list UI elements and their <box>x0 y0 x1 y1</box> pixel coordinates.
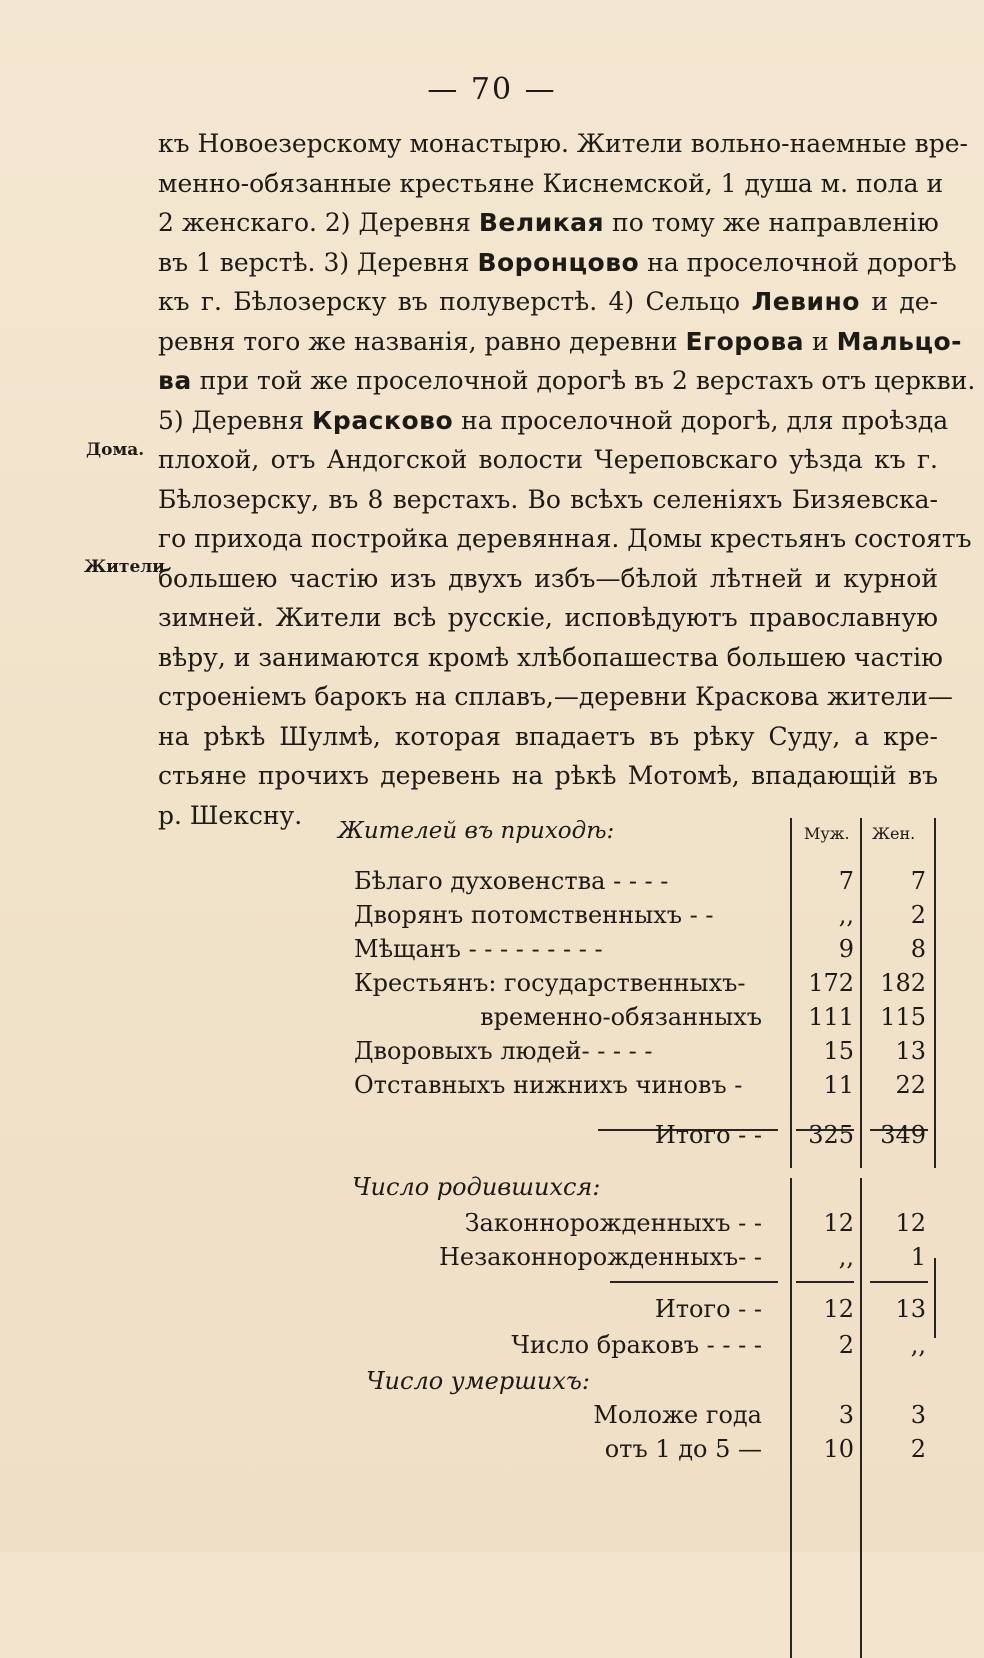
text-segment: 5) Деревня <box>158 405 312 435</box>
text-line <box>158 322 963 362</box>
text-line <box>158 401 949 441</box>
row-label: Число браковъ - - - - <box>511 1331 762 1359</box>
place-name: Великая <box>478 208 605 237</box>
female-count: 22 <box>895 1071 926 1099</box>
text-segment: при той же проселочной дорогѣ въ 2 верстахъ отъ церкви. <box>191 366 976 395</box>
text-line <box>158 282 938 322</box>
male-count: ,, <box>838 1243 854 1271</box>
table-row <box>330 864 940 898</box>
place-name: ва <box>158 366 192 395</box>
male-count: 2 <box>838 1331 854 1359</box>
text-line <box>158 756 938 796</box>
table-row <box>330 1432 940 1466</box>
text-line <box>158 638 943 678</box>
text-segment: зимней. Жители всѣ русскіе, исповѣдуютъ православную <box>158 603 938 632</box>
row-label: Итого - - <box>654 1121 762 1149</box>
text-segment: и <box>804 326 837 356</box>
place-name: Воронцово <box>477 247 640 277</box>
table-header: Жителей въ приходѣ: <box>338 818 615 844</box>
female-count: 8 <box>910 935 926 963</box>
text-line <box>158 559 938 599</box>
table-row <box>330 1292 940 1326</box>
main-paragraph <box>158 124 976 835</box>
row-label: отъ 1 до 5 — <box>604 1435 762 1463</box>
row-label: Мѣщанъ - - - - - - - - - <box>354 935 603 963</box>
row-label: Моложе года <box>593 1401 762 1429</box>
female-count: 13 <box>895 1295 926 1323</box>
male-count: 11 <box>823 1071 854 1099</box>
male-count: 12 <box>823 1209 854 1237</box>
text-segment: стьяне прочихъ деревень на рѣкѣ Мотомѣ, впадающій въ <box>158 761 938 790</box>
place-name: Левино <box>751 287 860 316</box>
text-segment: въ 1 верстѣ. 3) Деревня <box>158 247 478 277</box>
text-segment: на рѣкѣ Шулмѣ, которая впадаетъ въ рѣку Суду, а кре- <box>158 721 938 751</box>
row-label: Бѣлаго духовенства - - - - <box>354 867 669 895</box>
place-name: Егорова <box>685 326 805 356</box>
text-segment: вѣру, и занимаются кромѣ хлѣбопашества большею частію <box>158 642 943 672</box>
female-count: 349 <box>880 1121 926 1149</box>
text-line <box>158 677 953 717</box>
male-count: 172 <box>808 969 854 997</box>
row-label: Итого - - <box>654 1295 762 1323</box>
text-segment: Бѣлозерску, въ 8 верстахъ. Во всѣхъ селеніяхъ Бизяевска- <box>158 484 938 514</box>
row-label: временно-обязанныхъ <box>480 1003 762 1031</box>
text-segment: менно-обязанные крестьяне Киснемской, 1 душа м. пола и <box>158 168 944 198</box>
column-header-male: Муж. <box>804 824 850 843</box>
text-segment: къ г. Бѣлозерску въ полуверстѣ. 4) Сельцо <box>158 287 752 316</box>
female-count: 1 <box>910 1243 926 1271</box>
text-line <box>158 717 938 757</box>
text-segment: го прихода постройка деревянная. Домы крестьянъ состоятъ <box>158 524 972 553</box>
text-segment: строеніемъ барокъ на сплавъ,—деревни Краскова жители— <box>158 682 953 711</box>
male-count: 9 <box>838 935 854 963</box>
text-segment: къ Новоезерскому монастырю. Жители вольно-наемные вре- <box>158 129 968 158</box>
text-line <box>158 243 957 283</box>
table-row <box>330 1398 940 1432</box>
row-label: Незаконнорожденныхъ- - <box>438 1243 762 1271</box>
female-count: 13 <box>895 1037 926 1065</box>
table-row <box>330 1364 940 1398</box>
text-line <box>158 164 944 204</box>
table-row <box>330 1206 940 1240</box>
male-count: ,, <box>838 901 854 929</box>
row-label: Крестьянъ: государственныхъ- <box>354 969 746 997</box>
margin-note-inhabitants: Жители <box>84 557 165 577</box>
female-count: 2 <box>910 1435 926 1463</box>
text-line <box>158 361 976 401</box>
table-row <box>330 966 940 1000</box>
male-count: 7 <box>838 867 854 895</box>
table-row <box>330 1034 940 1068</box>
female-count: 2 <box>910 901 926 929</box>
sum-rule <box>610 1281 778 1283</box>
text-line <box>158 440 938 480</box>
male-count: 15 <box>823 1037 854 1065</box>
row-label: Отставныхъ нижнихъ чиновъ - <box>354 1071 743 1099</box>
row-label: Законнорожденныхъ - - <box>464 1209 762 1237</box>
text-line <box>158 598 938 638</box>
text-line <box>158 480 938 520</box>
place-name: Мальцо- <box>836 326 963 356</box>
text-line <box>158 203 938 243</box>
text-segment: и де- <box>859 287 938 316</box>
table-row <box>330 1240 940 1274</box>
female-count: 7 <box>910 867 926 895</box>
text-line <box>158 519 972 559</box>
text-segment: на проселочной дорогѣ <box>639 247 957 277</box>
table-row <box>330 1170 940 1204</box>
text-segment: по тому же направленію <box>604 208 939 237</box>
place-name: Красково <box>311 405 454 435</box>
text-line <box>158 124 968 164</box>
row-label: Число умершихъ: <box>366 1367 591 1395</box>
sum-rule <box>870 1281 928 1283</box>
sum-rule <box>796 1281 854 1283</box>
male-count: 10 <box>823 1435 854 1463</box>
margin-note-houses: Дома. <box>86 440 145 460</box>
text-segment: 2 женскаго. 2) Деревня <box>158 208 479 237</box>
female-count: 115 <box>880 1003 926 1031</box>
female-count: ,, <box>910 1331 926 1359</box>
table-row <box>330 1118 940 1152</box>
row-label: Число родившихся: <box>352 1173 601 1201</box>
female-count: 12 <box>895 1209 926 1237</box>
table-row <box>330 898 940 932</box>
column-header-female: Жен. <box>872 824 916 843</box>
row-label: Дворовыхъ людей- - - - - <box>354 1037 653 1065</box>
male-count: 111 <box>808 1003 854 1031</box>
text-segment: большею частію изъ двухъ избъ—бѣлой лѣтней и курной <box>158 563 938 593</box>
table-row <box>330 932 940 966</box>
page-number: — 70 — <box>427 72 557 107</box>
text-segment: р. Шексну. <box>158 800 303 830</box>
table-row <box>330 1068 940 1102</box>
text-segment: на проселочной дорогѣ, для проѣзда <box>453 405 949 435</box>
female-count: 182 <box>880 969 926 997</box>
male-count: 3 <box>838 1401 854 1429</box>
text-segment: плохой, отъ Андогской волости Череповскаго уѣзда къ г. <box>158 445 938 474</box>
text-segment: ревня того же названія, равно деревни <box>158 326 686 356</box>
row-label: Дворянъ потомственныхъ - - <box>354 901 714 929</box>
table-row <box>330 1000 940 1034</box>
male-count: 12 <box>823 1295 854 1323</box>
table-row <box>330 1328 940 1362</box>
female-count: 3 <box>910 1401 926 1429</box>
male-count: 325 <box>808 1121 854 1149</box>
